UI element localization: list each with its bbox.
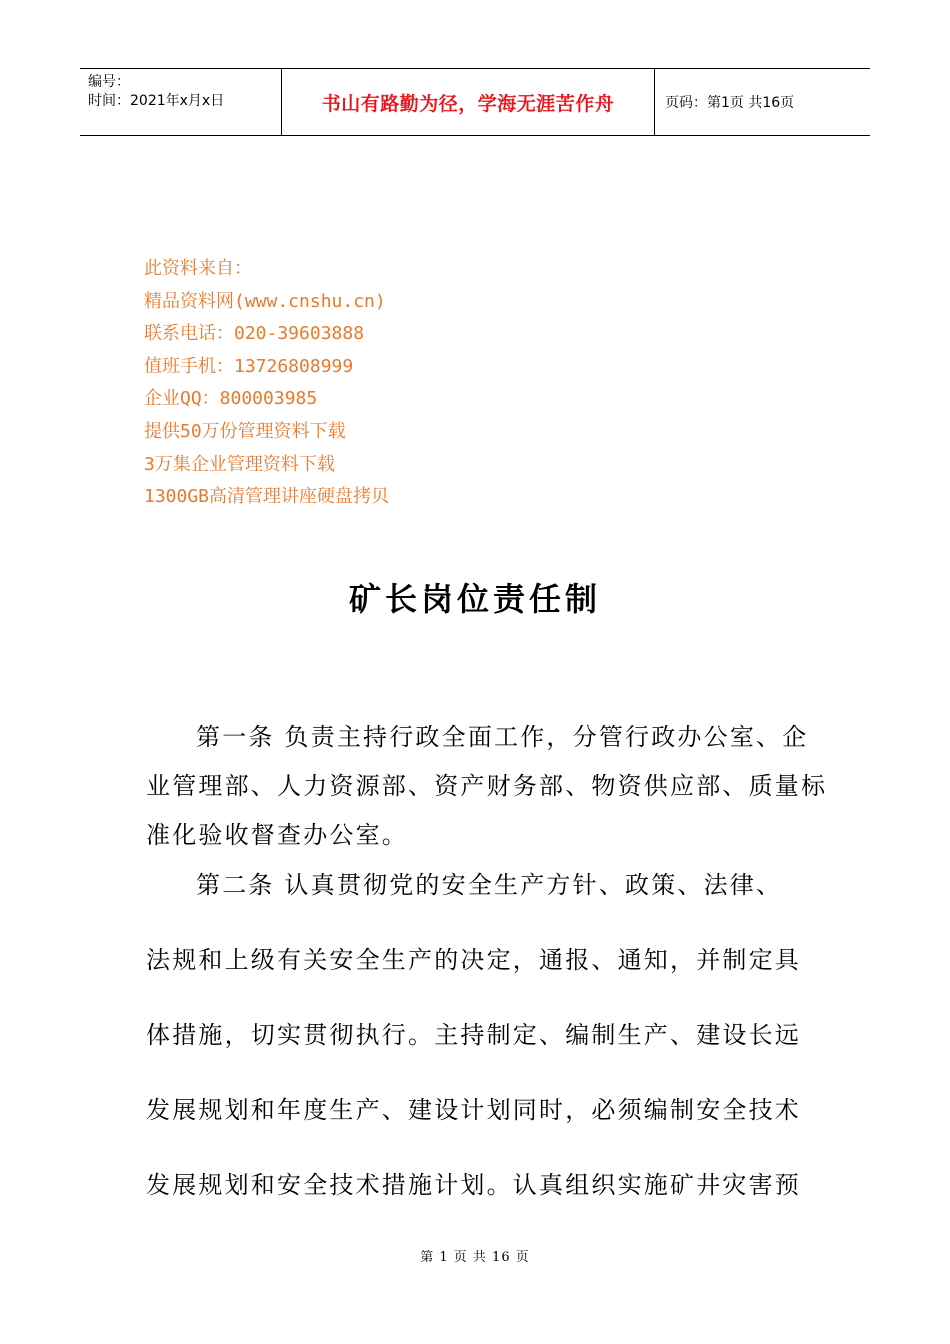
header-table: [80, 68, 870, 136]
body-line: 发展规划和安全技术措施计划。认真组织实施矿井灾害预: [146, 1171, 801, 1199]
header-meta-cell: [80, 69, 282, 135]
page-footer: 第 1 页 共 16 页: [420, 1250, 530, 1265]
source-line: 企业QQ：800003985: [144, 388, 318, 410]
body-line: 发展规划和年度生产、建设计划同时，必须编制安全技术: [146, 1096, 801, 1124]
body-line: 法规和上级有关安全生产的决定，通报、通知，并制定具: [146, 946, 801, 974]
source-line: 值班手机：13726808999: [144, 355, 354, 377]
source-line: 3万集企业管理资料下载: [144, 453, 335, 475]
header-page-cell: [655, 69, 870, 135]
header-motto-cell: [282, 69, 655, 135]
source-line: 提供50万份管理资料下载: [144, 420, 346, 442]
time-label: 时间：2021年x月x日: [88, 93, 225, 109]
source-line: 联系电话：020-39603888: [144, 323, 365, 345]
source-line: 1300GB高清管理讲座硬盘拷贝: [144, 486, 390, 508]
body-line: 业管理部、人力资源部、资产财务部、物资供应部、质量标: [146, 772, 828, 800]
body-line: 准化验收督查办公室。: [146, 821, 408, 849]
source-line: 此资料来自：: [144, 258, 252, 279]
number-label: 编号：: [88, 74, 130, 90]
header-motto: 书山有路勤为径，学海无涯苦作舟: [321, 92, 615, 115]
source-line: 精品资料网(www.cnshu.cn): [144, 290, 386, 312]
header-page-info: 页码：第1页 共16页: [665, 95, 795, 111]
document-title: 矿长岗位责任制: [348, 580, 601, 618]
source-info-block: [144, 253, 389, 514]
body-line: 体措施，切实贯彻执行。主持制定、编制生产、建设长远: [146, 1021, 801, 1049]
body-line: 第二条 认真贯彻党的安全生产方针、政策、法律、: [196, 871, 783, 899]
body-line: 第一条 负责主持行政全面工作，分管行政办公室、企: [196, 723, 809, 751]
